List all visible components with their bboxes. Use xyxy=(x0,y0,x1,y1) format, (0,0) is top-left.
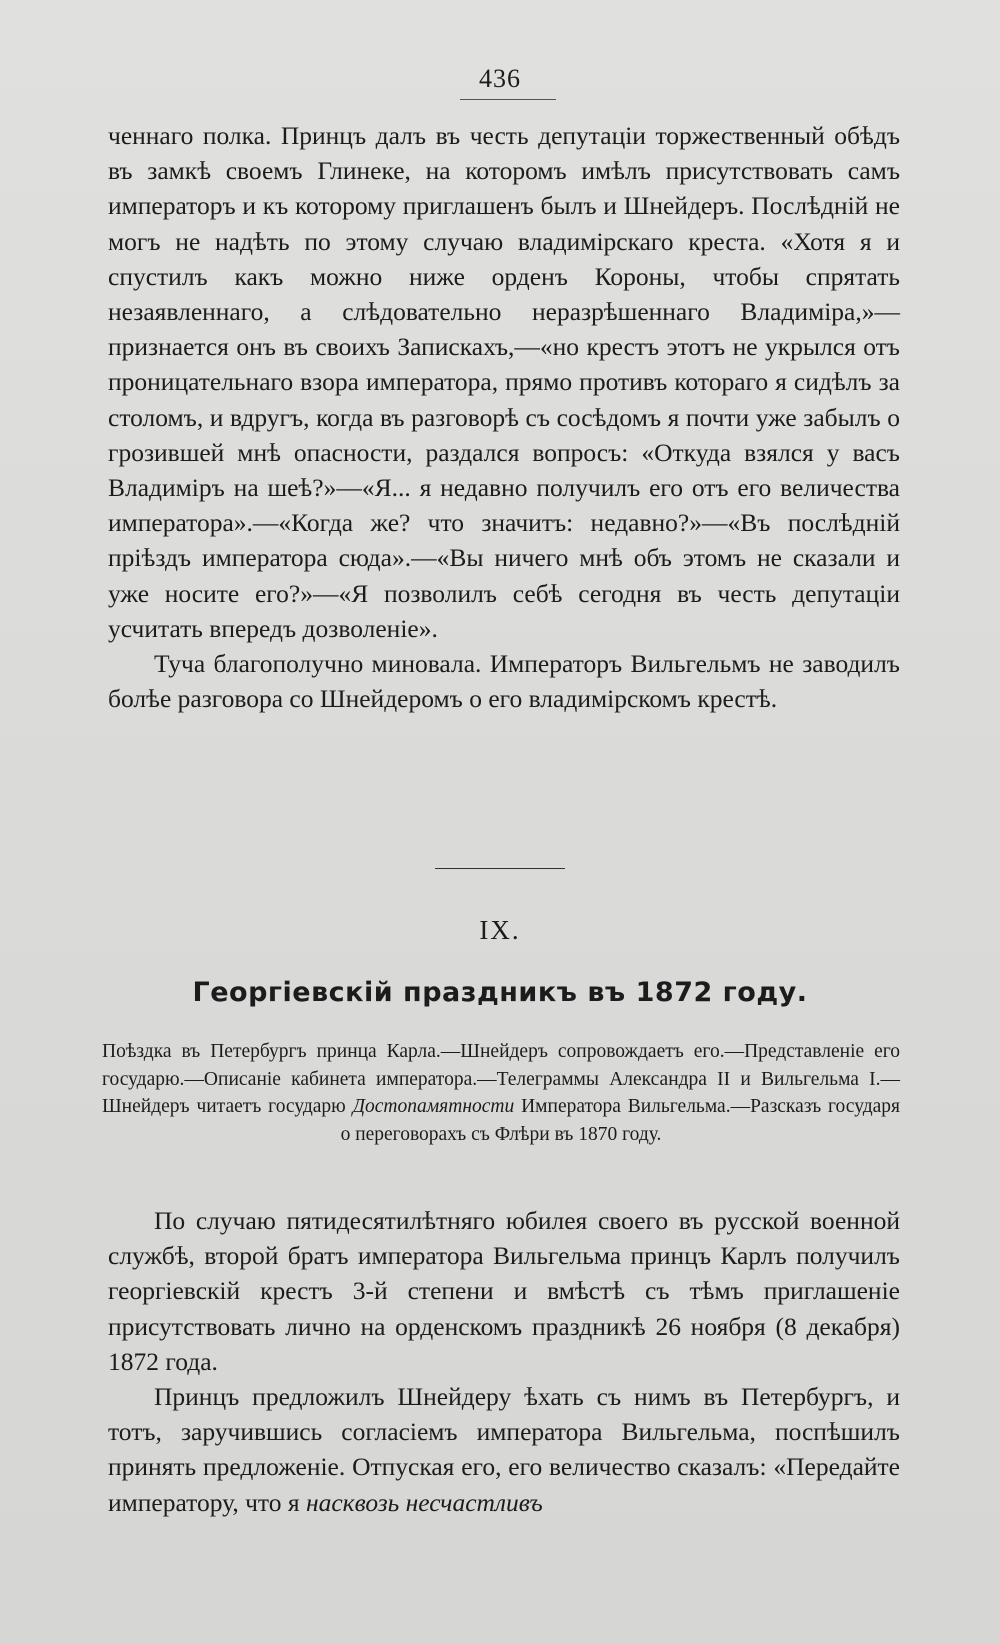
paragraph-invitation xyxy=(108,1379,900,1520)
body-text xyxy=(108,1203,900,1520)
page-number: 436 xyxy=(479,64,521,93)
chapter-number: IX. xyxy=(479,915,521,945)
summary-text-2: Императора Вильгельма.—Разсказъ государя о переговорахъ съ Флѣри въ 1870 году. xyxy=(340,1096,901,1145)
top-text xyxy=(108,118,900,716)
summary-italic: Достопамятности xyxy=(352,1096,515,1117)
paragraph-invitation-text: Принцъ предложилъ Шнейдеру ѣхать съ нимъ въ Петербургъ, и тотъ, заручившись согласіемъ императора Вильгельма, поспѣшилъ принять предложеніе. Отпуская его, его величество сказалъ: «Передайте императору, что я xyxy=(108,1382,900,1517)
chapter-summary xyxy=(102,1038,900,1148)
paragraph-continuation: ченнаго полка. Принцъ далъ въ честь депутаціи торжественный обѣдъ въ замкѣ своемъ Глинеке, на которомъ имѣлъ присутствовать самъ императоръ и къ которому приглашенъ былъ и Шнейдеръ. Послѣдній не могъ не надѣть по этому случаю владимірскаго креста. «Хотя я и спустилъ какъ можно ниже орденъ Короны, чтобы спрятать незаявленнаго, а слѣдовательно неразрѣшеннаго Владиміра,»—признается онъ въ своихъ Запискахъ,—«но крестъ этотъ не укрылся отъ проницательнаго взора императора, прямо противъ котораго я сидѣлъ за столомъ, и вдругъ, когда въ разговорѣ съ сосѣдомъ я почти уже забылъ о грозившей мнѣ опасности, раздался вопросъ: «Откуда взялся у васъ Владиміръ на шеѣ?»—«Я... я недавно получилъ его отъ его величества императора».—«Когда же? что значитъ: недавно?»—«Въ послѣдній пріѣздъ императора сюда».—«Вы ничего мнѣ объ этомъ не сказали и уже носите его?»—«Я позволилъ себѣ сегодня въ честь депутаціи усчитать впередъ дозволеніе». xyxy=(108,121,900,643)
paragraph-jubilee: По случаю пятидесятилѣтняго юбилея своего въ русской военной службѣ, второй братъ императора Вильгельма принцъ Карлъ получилъ георгіевскій крестъ 3-й степени и вмѣстѣ съ тѣмъ приглашеніе присутствовать лично на орденскомъ праздникѣ 26 ноября (8 декабря) 1872 года. xyxy=(108,1206,900,1376)
chapter-title: Георгіевскій праздникъ въ 1872 году. xyxy=(192,977,808,1008)
page-number-rule xyxy=(460,99,556,100)
summary-text-1: Поѣздка въ Петербургъ принца Карла.—Шнейдеръ сопровождаетъ его.—Представленіе его государю.—Описаніе кабинета императора.—Телеграммы Александра II и Вильгельма I.—Шнейдеръ читаетъ государю xyxy=(102,1041,900,1117)
paragraph-storm-passed: Туча благополучно миновала. Императоръ Вильгельмъ не заводилъ болѣе разговора со Шнейдеромъ о его владимірскомъ крестѣ. xyxy=(108,649,900,714)
paragraph-invitation-italic: насквозь несчастливъ xyxy=(305,1487,543,1517)
section-separator xyxy=(435,868,565,869)
